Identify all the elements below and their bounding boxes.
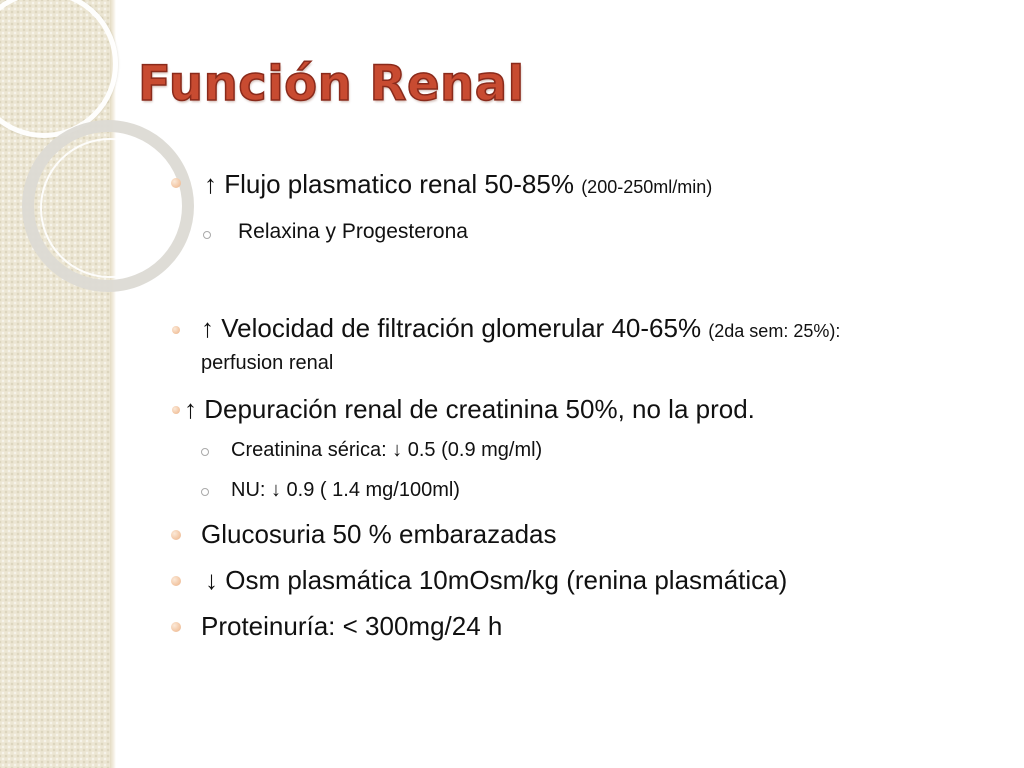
bullet-dot-icon xyxy=(171,576,181,586)
list-item xyxy=(204,168,712,203)
list-item-text: ↑ Velocidad de filtración glomerular 40-65% xyxy=(201,313,709,343)
list-item xyxy=(201,312,840,347)
slide-title: Función Renal xyxy=(138,56,525,112)
bullet-dot-icon xyxy=(172,406,180,414)
bullet-dot-icon xyxy=(171,622,181,632)
sub-bullet-icon xyxy=(203,231,211,239)
list-item: ↑ Depuración renal de creatinina 50%, no la prod. xyxy=(184,394,755,424)
bullet-dot-icon xyxy=(172,326,180,334)
sub-list-item: NU: ↓ 0.9 ( 1.4 mg/100ml) xyxy=(231,479,460,501)
list-item-continuation: perfusion renal xyxy=(201,352,334,374)
list-item: Glucosuria 50 % embarazadas xyxy=(201,519,557,549)
bullet-dot-icon xyxy=(171,530,181,540)
decorative-ring-icon xyxy=(40,138,180,278)
sub-bullet-icon xyxy=(201,448,209,456)
sub-list-item: Relaxina y Progesterona xyxy=(238,220,468,243)
list-item: ↓ Osm plasmática 10mOsm/kg (renina plasmática) xyxy=(205,565,788,595)
list-item: Proteinuría: < 300mg/24 h xyxy=(201,611,503,641)
list-item-note: (2da sem: 25%): xyxy=(708,321,841,341)
bullet-dot-icon xyxy=(171,178,181,188)
side-decoration-edge xyxy=(110,0,116,768)
list-item-text: ↑ Flujo plasmatico renal 50-85% xyxy=(204,169,582,199)
list-item-note: (200-250ml/min) xyxy=(581,177,713,197)
sub-list-item: Creatinina sérica: ↓ 0.5 (0.9 mg/ml) xyxy=(231,439,543,461)
sub-bullet-icon xyxy=(201,488,209,496)
